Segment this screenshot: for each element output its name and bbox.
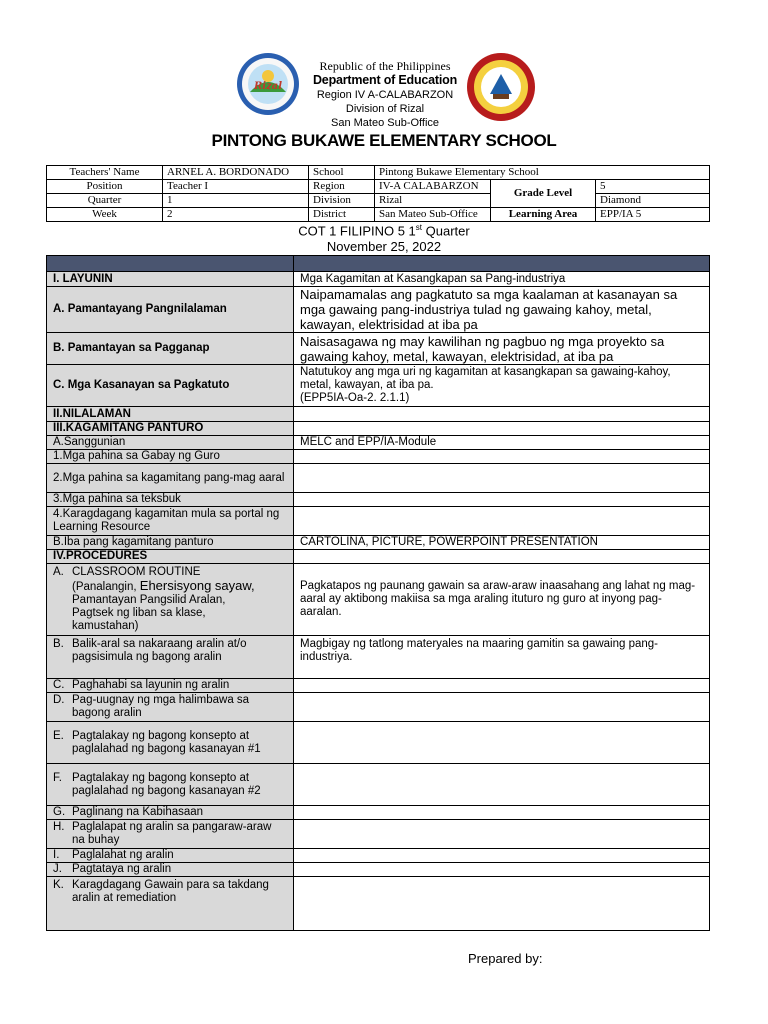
teksbuk-label: 3.Mga pahina sa teksbuk [47, 493, 294, 507]
teacher-value: ARNEL A. BORDONADO [163, 166, 309, 180]
cot-title: COT 1 FILIPINO 5 1st Quarter [298, 223, 470, 239]
iba-pang-label: B.Iba pang kagamitang panturo [47, 536, 294, 550]
region-value: IV-A CALABARZON [375, 180, 491, 194]
pamantayan-pagganap-value: Naisasagawa ng may kawilihan ng pagbuo ng mga proyekto sa gawaing kahoy, metal, kawayan, elektrisidad, at iba pa [294, 333, 710, 365]
pamantayang-pangnilalaman-value: Naipamamalas ang pagkatuto sa mga kaalaman at kasanayan sa mga gawaing pang-industriya tulad ng gawaing kahoy, metal, kawayan, elektrisidad at iba pa [294, 287, 710, 333]
routine-value: Pagkatapos ng paunang gawain sa araw-araw inaasahang ang lahat ng mag-aaral ay aktibong makiisa sa mga araling ituturo ng guro at inyong pag-aaralan. [294, 564, 710, 636]
quarter-value: 1 [163, 194, 309, 208]
school-seal-icon [466, 52, 536, 122]
pagtataya-label: J. Pagtataya ng aralin [47, 863, 294, 877]
sanggunian-value: MELC and EPP/IA-Module [294, 436, 710, 450]
paglalapat-label: H. Paglalapat ng aralin sa pangaraw-araw na buhay [47, 820, 294, 849]
section-value: Diamond [596, 194, 710, 208]
pagtalakay-1-label: E. Pagtalakay ng bagong konsepto at paglalahad ng bagong kasanayan #1 [47, 722, 294, 764]
paghahabi-label: C. Paghahabi sa layunin ng aralin [47, 679, 294, 693]
department-line: Department of Education [312, 73, 458, 87]
learning-area-value: EPP/IA 5 [596, 208, 710, 222]
kasanayan-label: C. Mga Kasanayan sa Pagkatuto [47, 365, 294, 407]
school-label: School [309, 166, 375, 180]
karagdagang-label: 4.Karagdagang kagamitan mula sa portal ng Learning Resource [47, 507, 294, 536]
week-label: Week [47, 208, 163, 222]
division-label: Division [309, 194, 375, 208]
procedures-label: IV.PROCEDURES [47, 550, 294, 564]
quarter-label: Quarter [47, 194, 163, 208]
balik-aral-value: Magbigay ng tatlong materyales na maaring gamitin sa gawaing pang-industriya. [294, 636, 710, 679]
pagtalakay-2-label: F. Pagtalakay ng bagong konsepto at paglalahad ng bagong kasanayan #2 [47, 764, 294, 806]
suboffice-line: San Mateo Sub-Office [330, 117, 440, 129]
division-value: Rizal [375, 194, 491, 208]
pang-mag-aaral-label: 2.Mga pahina sa kagamitang pang-mag aaral [47, 464, 294, 493]
prepared-by: Prepared by: [468, 951, 543, 966]
layunin-value: Mga Kagamitan at Kasangkapan sa Pang-industriya [294, 272, 710, 287]
kagamitan-label: III.KAGAMITANG PANTURO [47, 422, 294, 436]
gabay-label: 1.Mga pahina sa Gabay ng Guro [47, 450, 294, 464]
pamantayang-pangnilalaman-label: A. Pamantayang Pangnilalaman [47, 287, 294, 333]
lesson-plan-table [46, 255, 710, 931]
header-band [47, 256, 710, 272]
republic-line: Republic of the Philippines [319, 59, 451, 73]
school-title: PINTONG BUKAWE ELEMENTARY SCHOOL [211, 131, 557, 150]
week-value: 2 [163, 208, 309, 222]
grade-label: Grade Level [491, 180, 596, 208]
region-label: Region [309, 180, 375, 194]
learning-area-label: Learning Area [491, 208, 596, 222]
iba-pang-value: CARTOLINA, PICTURE, POWERPOINT PRESENTATION [294, 536, 710, 550]
nilalaman-label: II.NILALAMAN [47, 407, 294, 422]
region-line: Region IV A-CALABARZON [316, 89, 454, 101]
kasanayan-value: Natutukoy ang mga uri ng kagamitan at kasangkapan sa gawaing-kahoy, metal, kawayan, at iba pa. (EPP5IA-Oa-2. 2.1.1) [294, 365, 710, 407]
sanggunian-label: A.Sanggunian [47, 436, 294, 450]
teacher-label: Teachers' Name [47, 166, 163, 180]
district-label: District [309, 208, 375, 222]
position-label: Position [47, 180, 163, 194]
paglinang-label: G. Paglinang na Kabihasaan [47, 806, 294, 820]
takdang-aralin-label: K. Karagdagang Gawain para sa takdang aralin at remediation [47, 877, 294, 931]
cot-date: November 25, 2022 [326, 239, 442, 254]
routine-label: A. CLASSROOM ROUTINE (Panalangin, Ehersisyong sayaw, Pamantayan Pangsilid Aralan, Pagtsek ng liban sa klase, kamustahan) [47, 564, 294, 636]
division-line: Division of Rizal [345, 103, 425, 115]
pag-uugnay-label: D. Pag-uugnay ng mga halimbawa sa bagong aralin [47, 693, 294, 722]
svg-text:Rizal: Rizal [253, 81, 283, 92]
district-value: San Mateo Sub-Office [375, 208, 491, 222]
paglalahat-label: I. Paglalahat ng aralin [47, 849, 294, 863]
school-value: Pintong Bukawe Elementary School [375, 166, 710, 180]
info-table [46, 165, 710, 222]
balik-aral-label: B. Balik-aral sa nakaraang aralin at/o pagsisimula ng bagong aralin [47, 636, 294, 679]
layunin-label: I. LAYUNIN [47, 272, 294, 287]
grade-value: 5 [596, 180, 710, 194]
position-value: Teacher I [163, 180, 309, 194]
pamantayan-pagganap-label: B. Pamantayan sa Pagganap [47, 333, 294, 365]
